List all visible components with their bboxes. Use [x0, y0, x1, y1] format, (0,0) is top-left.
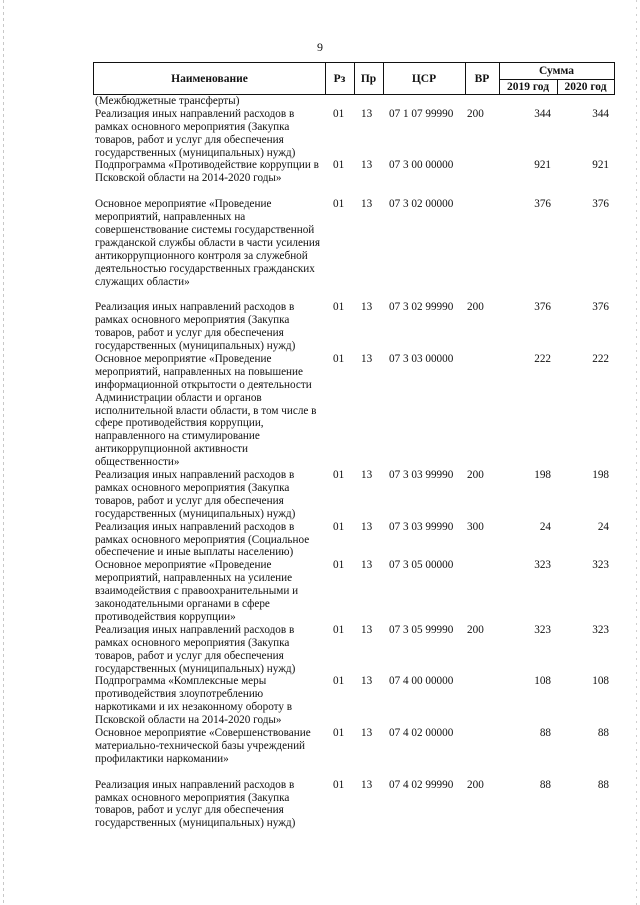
row-sum-2019: 198 — [534, 469, 551, 482]
row-sum-2020: 222 — [592, 352, 609, 365]
table-body — [93, 95, 615, 830]
header-vr: ВР — [474, 72, 490, 85]
row-sum-2019: 323 — [534, 623, 551, 636]
row-sum-2020: 376 — [592, 301, 609, 314]
row-csr: 07 3 03 00000 — [389, 352, 454, 365]
row-sum-2020: 108 — [592, 675, 609, 688]
row-sum-2020: 88 — [597, 778, 609, 791]
table-row — [93, 559, 615, 624]
row-sum-2019: 921 — [534, 159, 551, 172]
row-name: Реализация иных направлений расходов в рамках основного мероприятия (Закупка товаров, работ и услуг для обеспечения государственных (муниципальных) нужд) — [95, 469, 296, 520]
table-row — [93, 108, 615, 160]
row-sum-2019: 376 — [534, 198, 551, 211]
row-name: Реализация иных направлений расходов в рамках основного мероприятия (Закупка товаров, работ и услуг для обеспечения государственных (муниципальных) нужд) — [95, 623, 296, 675]
row-rz: 01 — [333, 352, 345, 365]
row-sum-2020: 344 — [592, 107, 609, 120]
header-csr: ЦСР — [411, 72, 437, 85]
row-rz: 01 — [333, 520, 345, 533]
row-rz: 01 — [333, 727, 345, 740]
row-csr: 07 3 00 00000 — [389, 159, 454, 172]
row-csr: 07 3 02 00000 — [389, 198, 454, 211]
table-row — [93, 95, 615, 108]
row-csr: 07 3 05 99990 — [389, 623, 454, 636]
row-name: Реализация иных направлений расходов в рамках основного мероприятия (Социальное обеспечение и иные выплаты населению) — [95, 520, 310, 559]
row-pr: 13 — [361, 469, 373, 482]
row-csr: 07 4 00 00000 — [389, 675, 454, 688]
row-sum-2020: 376 — [592, 198, 609, 211]
row-sum-2019: 376 — [534, 301, 551, 314]
row-name: Реализация иных направлений расходов в рамках основного мероприятия (Закупка товаров, работ и услуг для обеспечения государственных (муниципальных) нужд) — [95, 107, 296, 159]
row-name: Основное мероприятие «Совершенствование материально-технической базы учреждений профилактики наркомании» — [95, 727, 311, 765]
table-row — [93, 727, 615, 779]
row-pr: 13 — [361, 675, 373, 688]
header-2020: 2020 год — [564, 81, 607, 93]
row-sum-2020: 921 — [592, 159, 609, 172]
row-name: Реализация иных направлений расходов в рамках основного мероприятия (Закупка товаров, работ и услуг для обеспечения государственных (муниципальных) нужд) — [95, 778, 296, 830]
row-pr: 13 — [361, 559, 373, 572]
budget-table — [93, 62, 615, 830]
row-sum-2019: 344 — [534, 107, 551, 120]
row-name: Подпрограмма «Противодействие коррупции в Псковской области на 2014-2020 годы» — [95, 159, 319, 185]
row-rz: 01 — [333, 198, 345, 211]
row-sum-2020: 323 — [592, 559, 609, 572]
row-sum-2020: 24 — [597, 520, 609, 533]
row-vr: 200 — [467, 778, 484, 791]
row-rz: 01 — [333, 469, 345, 482]
row-vr: 200 — [467, 301, 484, 314]
row-name: Реализация иных направлений расходов в рамках основного мероприятия (Закупка товаров, работ и услуг для обеспечения государственных (муниципальных) нужд) — [95, 301, 296, 353]
row-sum-2019: 88 — [539, 778, 551, 791]
row-sum-2019: 24 — [539, 520, 551, 533]
table-row — [93, 469, 615, 521]
header-name: Наименование — [171, 72, 248, 85]
row-sum-2019: 88 — [539, 727, 551, 740]
row-sum-2019: 323 — [534, 559, 551, 572]
table-row — [93, 521, 615, 560]
row-vr: 300 — [467, 520, 484, 533]
row-name: Основное мероприятие «Проведение мероприятий, направленных на совершенствование системы государственной гражданской службы области в части усиления антикоррупционного контроля за служебной деятельностью государственных гражданских служащих области» — [95, 198, 321, 288]
row-rz: 01 — [333, 159, 345, 172]
row-csr: 07 3 03 99990 — [389, 469, 454, 482]
row-rz: 01 — [333, 559, 345, 572]
row-csr: 07 3 02 99990 — [389, 301, 454, 314]
table-row — [93, 779, 615, 831]
row-sum-2020: 198 — [592, 469, 609, 482]
row-rz: 01 — [333, 301, 345, 314]
row-rz: 01 — [333, 623, 345, 636]
row-rz: 01 — [333, 675, 345, 688]
row-vr: 200 — [467, 469, 484, 482]
scan-edge-right — [636, 0, 637, 905]
row-vr: 200 — [467, 107, 484, 120]
row-name: Подпрограмма «Комплексные меры противодействия злоупотреблению наркотиками и их незаконному обороту в Псковской области на 2014-2020 годы» — [95, 675, 293, 727]
row-name: (Межбюджетные трансферты) — [95, 95, 240, 107]
row-sum-2019: 222 — [534, 352, 551, 365]
row-pr: 13 — [361, 159, 373, 172]
table-row — [93, 353, 615, 469]
scan-edge-left — [3, 0, 4, 905]
header-sum: Сумма — [539, 65, 574, 77]
row-name: Основное мероприятие «Проведение мероприятий, направленных на усиление взаимодействия с правоохранительными и законодательными органами в сфере противодействия коррупции» — [95, 559, 299, 623]
header-pr: Пр — [360, 72, 377, 85]
table-header — [93, 62, 615, 95]
header-rz: Рз — [333, 72, 346, 85]
row-csr: 07 3 05 00000 — [389, 559, 454, 572]
row-pr: 13 — [361, 198, 373, 211]
row-sum-2020: 323 — [592, 623, 609, 636]
row-pr: 13 — [361, 727, 373, 740]
page-number: 9 — [317, 40, 323, 54]
row-pr: 13 — [361, 107, 373, 120]
table-row — [93, 624, 615, 676]
row-sum-2020: 88 — [597, 727, 609, 740]
row-pr: 13 — [361, 301, 373, 314]
row-pr: 13 — [361, 352, 373, 365]
row-pr: 13 — [361, 520, 373, 533]
row-sum-2019: 108 — [534, 675, 551, 688]
row-csr: 07 4 02 00000 — [389, 727, 454, 740]
row-rz: 01 — [333, 107, 345, 120]
table-row — [93, 301, 615, 353]
row-rz: 01 — [333, 778, 345, 791]
header-2019: 2019 год — [506, 81, 550, 93]
row-name: Основное мероприятие «Проведение мероприятий, направленных на повышение информационной открытости о деятельности Администрации области и органов исполнительной власти области, в том числе в сфере противодействия коррупции, направленного на стимулирование антикоррупционной активности общественности» — [95, 352, 317, 469]
row-csr: 07 3 03 99990 — [389, 520, 454, 533]
table-row — [93, 198, 615, 301]
table-row — [93, 159, 615, 198]
row-csr: 07 4 02 99990 — [389, 778, 454, 791]
table-row — [93, 675, 615, 727]
row-pr: 13 — [361, 623, 373, 636]
row-csr: 07 1 07 99990 — [389, 107, 454, 120]
row-vr: 200 — [467, 623, 484, 636]
row-pr: 13 — [361, 778, 373, 791]
